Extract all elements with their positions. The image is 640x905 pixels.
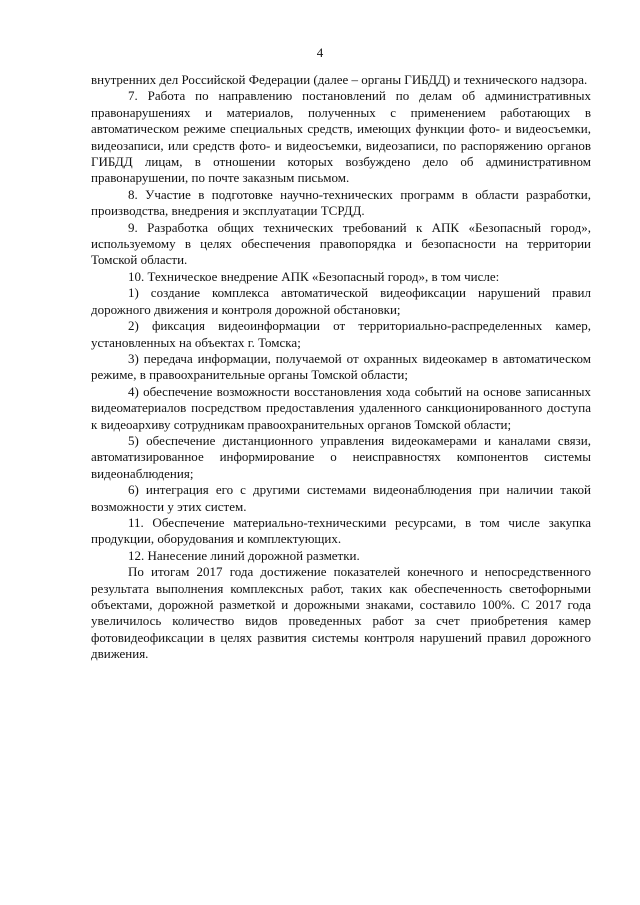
paragraph-item-10: 10. Техническое внедрение АПК «Безопасный город», в том числе: [128,268,500,284]
paragraph-subitem-6: 6) интеграция его с другими системами видеонаблюдения при наличии такой возможности у этих систем. [91,482,591,514]
document-body [91,72,591,663]
paragraph-continuation: внутренних дел Российской Федерации (далее – органы ГИБДД) и технического надзора. [91,72,588,87]
paragraph-item-11: 11. Обеспечение материально-техническими ресурсами, в том числе закупка продукции, оборудования и комплектующих. [91,514,591,547]
paragraph-item-9: 9. Разработка общих технических требований к АПК «Безопасный город», используемому в целях обеспечения правопорядка и безопасности на территории Томской области. [91,219,591,268]
paragraph-summary: По итогам 2017 года достижение показателей конечного и непосредственного результата выполнения комплексных работ, таких как обеспеченность светофорными объектами, дорожной разметкой и дорожными знаками, составило 100%. С 2017 года увеличилось количество видов проведенных работ за счет приобретения камер фотовидеофиксации в целях развития системы контроля нарушений правил дорожного движения. [91,564,591,662]
page-number: 4 [316,45,324,60]
paragraph-subitem-5: 5) обеспечение дистанционного управления видеокамерами и каналами связи, автоматизированное информирование о неисправностях компонентов системы видеонаблюдения; [91,432,591,481]
paragraph-subitem-1: 1) создание комплекса автоматической видеофиксации нарушений правил дорожного движения и контроля дорожной обстановки; [91,285,591,317]
paragraph-item-8: 8. Участие в подготовке научно-технических программ в области разработки, производства, внедрения и эксплуатации ТСРДД. [91,186,591,219]
paragraph-subitem-2: 2) фиксация видеоинформации от территориально-распределенных камер, установленных на объектах г. Томска; [91,318,591,350]
paragraph-item-12: 12. Нанесение линий дорожной разметки. [128,547,360,563]
paragraph-subitem-3: 3) передача информации, получаемой от охранных видеокамер в автоматическом режиме, в правоохранительные органы Томской области; [91,350,591,383]
paragraph-subitem-4: 4) обеспечение возможности восстановления хода событий на основе записанных видеоматериалов посредством предоставления удаленного санкционированного доступа к видеоархиву сотрудникам правоохранительных органов Томской области; [91,383,591,432]
paragraph-item-7: 7. Работа по направлению постановлений по делам об административных правонарушениях и материалов, полученных с применением работающих в автоматическом режиме специальных средств, имеющих функции фото- и видеосъемки, видеозаписи, или средств фото- и видеосъемки, видеозаписи, по распоряжению органов ГИБДД лицам, в отношении которых возбуждено дело об административном правонарушении, по почте заказным письмом. [91,88,591,186]
